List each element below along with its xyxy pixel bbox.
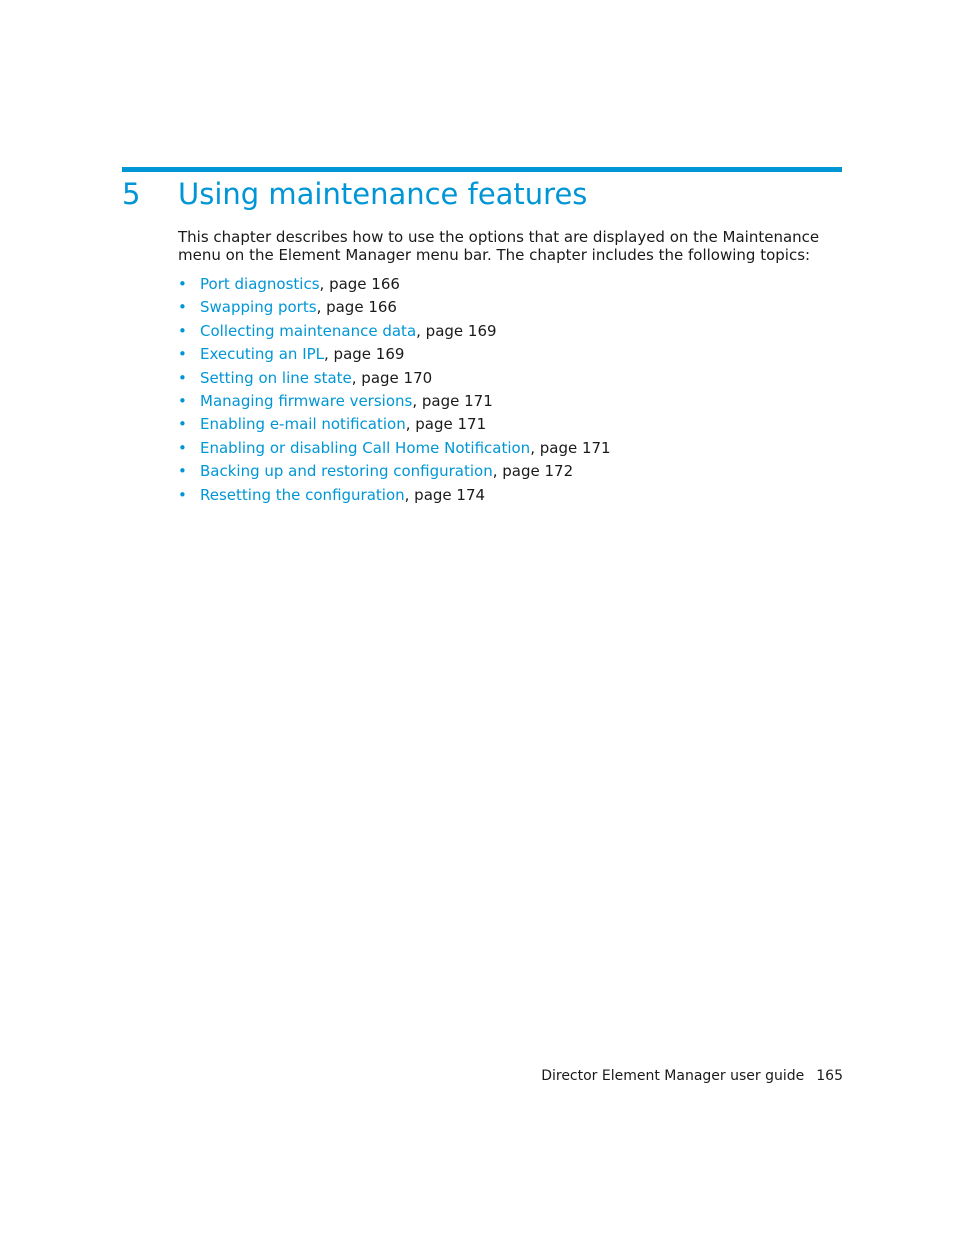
bullet-icon: • <box>178 392 187 411</box>
intro-paragraph: This chapter describes how to use the options that are displayed on the Maintenance menu on the Element Manager menu bar. The chapter includes the following topics: <box>178 228 820 264</box>
bullet-icon: • <box>178 485 187 504</box>
topic-link-port-diagnostics[interactable]: Port diagnostics <box>200 275 320 293</box>
topic-link-swapping-ports[interactable]: Swapping ports <box>200 298 317 317</box>
footer-guide-title: Director Element Manager user guide <box>541 1068 805 1084</box>
chapter-number: 5 <box>122 177 141 211</box>
bullet-icon: • <box>178 345 187 364</box>
topic-link-call-home-notification[interactable]: Enabling or disabling Call Home Notification <box>200 438 531 457</box>
page-ref: , page 166 <box>319 275 400 293</box>
page-ref: , page 166 <box>316 298 397 317</box>
page-ref: , page 171 <box>405 415 487 434</box>
list-item <box>178 413 842 436</box>
topic-list <box>178 273 842 507</box>
topic-link-enabling-email-notification[interactable]: Enabling e-mail notification <box>200 415 406 434</box>
page-footer <box>541 1066 843 1086</box>
list-item <box>178 367 842 390</box>
list-item <box>178 320 842 343</box>
page-ref: , page 171 <box>530 438 611 457</box>
page-ref: , page 171 <box>412 392 493 411</box>
bullet-icon: • <box>178 368 187 387</box>
bullet-icon: • <box>178 298 187 317</box>
topic-link-managing-firmware-versions[interactable]: Managing firmware versions <box>200 392 413 411</box>
page-ref: , page 172 <box>492 462 574 481</box>
list-item <box>178 296 842 319</box>
footer-page-number: 165 <box>816 1068 843 1084</box>
page-ref: , page 170 <box>351 368 433 387</box>
page-ref: , page 174 <box>404 485 486 504</box>
page-ref: , page 169 <box>416 321 497 340</box>
list-item <box>178 390 842 413</box>
bullet-icon: • <box>178 438 187 457</box>
list-item <box>178 437 842 460</box>
bullet-icon: • <box>178 275 187 293</box>
chapter-heading <box>122 172 842 218</box>
list-item <box>178 484 842 507</box>
topic-link-resetting-configuration[interactable]: Resetting the configuration <box>200 485 405 504</box>
list-item <box>178 273 842 296</box>
chapter-title: Using maintenance features <box>178 177 588 211</box>
bullet-icon: • <box>178 462 187 481</box>
topic-link-executing-ipl[interactable]: Executing an IPL <box>200 345 325 364</box>
topic-link-collecting-maintenance-data[interactable]: Collecting maintenance data <box>200 321 417 340</box>
topic-link-setting-online-state[interactable]: Setting on line state <box>200 368 352 387</box>
bullet-icon: • <box>178 415 187 434</box>
topic-link-backing-up-restoring-configuration[interactable]: Backing up and restoring configuration <box>200 462 493 481</box>
list-item <box>178 460 842 483</box>
page-ref: , page 169 <box>324 345 405 364</box>
list-item <box>178 343 842 366</box>
bullet-icon: • <box>178 321 187 340</box>
